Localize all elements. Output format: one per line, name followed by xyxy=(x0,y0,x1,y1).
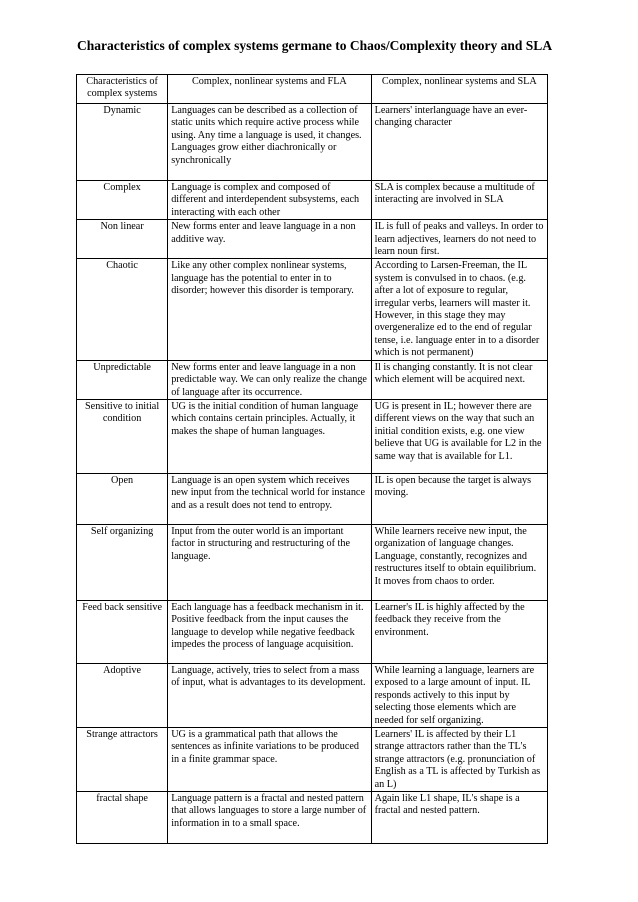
row-fla-cell: Language, actively, tries to select from a mass of input, what is advantages to its development. xyxy=(168,663,371,727)
row-characteristic: Unpredictable xyxy=(77,360,168,399)
row-sla-cell: Learners' interlanguage have an ever-changing character xyxy=(371,104,547,181)
row-fla-cell: Input from the outer world is an important factor in structuring and restructuring of the language. xyxy=(168,524,371,600)
row-sla-cell: UG is present in IL; however there are different views on the way that such an initial condition exists, e.g. one view believe that UG is available for L2 in the same way that is available for L1. xyxy=(371,399,547,473)
row-sla-cell: According to Larsen-Freeman, the IL system is convulsed in to chaos. (e.g. after a lot of exposure to regular, irregular verbs, learners will master it. However, in this stage they may overgeneralize ed to the end of regular tense, i.e. language enter in to a disorder which is not permanent) xyxy=(371,259,547,360)
row-characteristic: Dynamic xyxy=(77,104,168,181)
row-fla-cell: Each language has a feedback mechanism in it. Positive feedback from the input causes the language to develop while negative feedback impedes the process of language acquisition. xyxy=(168,600,371,663)
row-sla-cell: Il is changing constantly. It is not clear which element will be acquired next. xyxy=(371,360,547,399)
header-sla: Complex, nonlinear systems and SLA xyxy=(371,75,547,104)
table-row xyxy=(77,663,548,727)
table-row xyxy=(77,524,548,600)
row-characteristic: Chaotic xyxy=(77,259,168,360)
table-row xyxy=(77,181,548,220)
row-fla-cell: UG is a grammatical path that allows the sentences as infinite variations to be produced in a finite grammar space. xyxy=(168,727,371,791)
row-characteristic: Sensitive to initial condition xyxy=(77,399,168,473)
row-fla-cell: Language is an open system which receives new input from the technical world for instance and as a result does not tend to entropy. xyxy=(168,473,371,524)
table-row xyxy=(77,473,548,524)
table-row xyxy=(77,399,548,473)
row-characteristic: Strange attractors xyxy=(77,727,168,791)
table-row xyxy=(77,104,548,181)
row-fla-cell: Language is complex and composed of different and interdependent subsystems, each interacting with each other xyxy=(168,181,371,220)
table-row xyxy=(77,791,548,843)
header-characteristics: Characteristics of complex systems xyxy=(77,75,168,104)
row-fla-cell: Language pattern is a fractal and nested pattern that allows languages to store a large number of information in to a small space. xyxy=(168,791,371,843)
row-fla-cell: Languages can be described as a collection of static units which require active process while using. Any time a language is used, it changes. Languages grow either diachronically or synchronically xyxy=(168,104,371,181)
row-sla-cell: Learner's IL is highly affected by the feedback they receive from the environment. xyxy=(371,600,547,663)
row-sla-cell: Learners' IL is affected by their L1 strange attractors rather than the TL's strange attractors (e.g. pronunciation of English as a TL is affected by Turkish as an L) xyxy=(371,727,547,791)
header-fla: Complex, nonlinear systems and FLA xyxy=(168,75,371,104)
row-characteristic: fractal shape xyxy=(77,791,168,843)
row-sla-cell: While learning a language, learners are exposed to a large amount of input. IL responds actively to this input by selecting those elements which are needed for self organizing. xyxy=(371,663,547,727)
document-title: Characteristics of complex systems germane to Chaos/Complexity theory and SLA xyxy=(77,38,553,53)
row-sla-cell: While learners receive new input, the organization of language changes. Language, constantly, recognizes and restructures itself to obtain equilibrium. It moves from chaos to order. xyxy=(371,524,547,600)
row-characteristic: Self organizing xyxy=(77,524,168,600)
table-header-row xyxy=(77,75,548,104)
row-sla-cell: IL is full of peaks and valleys. In order to learn adjectives, learners do not need to learn noun first. xyxy=(371,220,547,259)
row-sla-cell: Again like L1 shape, IL's shape is a fractal and nested pattern. xyxy=(371,791,547,843)
table-row xyxy=(77,259,548,360)
table-row xyxy=(77,600,548,663)
characteristics-table xyxy=(76,74,548,844)
table-row xyxy=(77,220,548,259)
row-fla-cell: New forms enter and leave language in a non predictable way. We can only realize the change of language after its occurrence. xyxy=(168,360,371,399)
row-characteristic: Non linear xyxy=(77,220,168,259)
row-characteristic: Feed back sensitive xyxy=(77,600,168,663)
row-fla-cell: UG is the initial condition of human language which contains certain principles. Actually, it makes the shape of human languages. xyxy=(168,399,371,473)
row-fla-cell: Like any other complex nonlinear systems, language has the potential to enter in to disorder; however this disorder is temporary. xyxy=(168,259,371,360)
row-sla-cell: IL is open because the target is always moving. xyxy=(371,473,547,524)
table-row xyxy=(77,727,548,791)
row-characteristic: Adoptive xyxy=(77,663,168,727)
row-fla-cell: New forms enter and leave language in a non additive way. xyxy=(168,220,371,259)
table-row xyxy=(77,360,548,399)
row-characteristic: Open xyxy=(77,473,168,524)
row-characteristic: Complex xyxy=(77,181,168,220)
row-sla-cell: SLA is complex because a multitude of interacting are involved in SLA xyxy=(371,181,547,220)
